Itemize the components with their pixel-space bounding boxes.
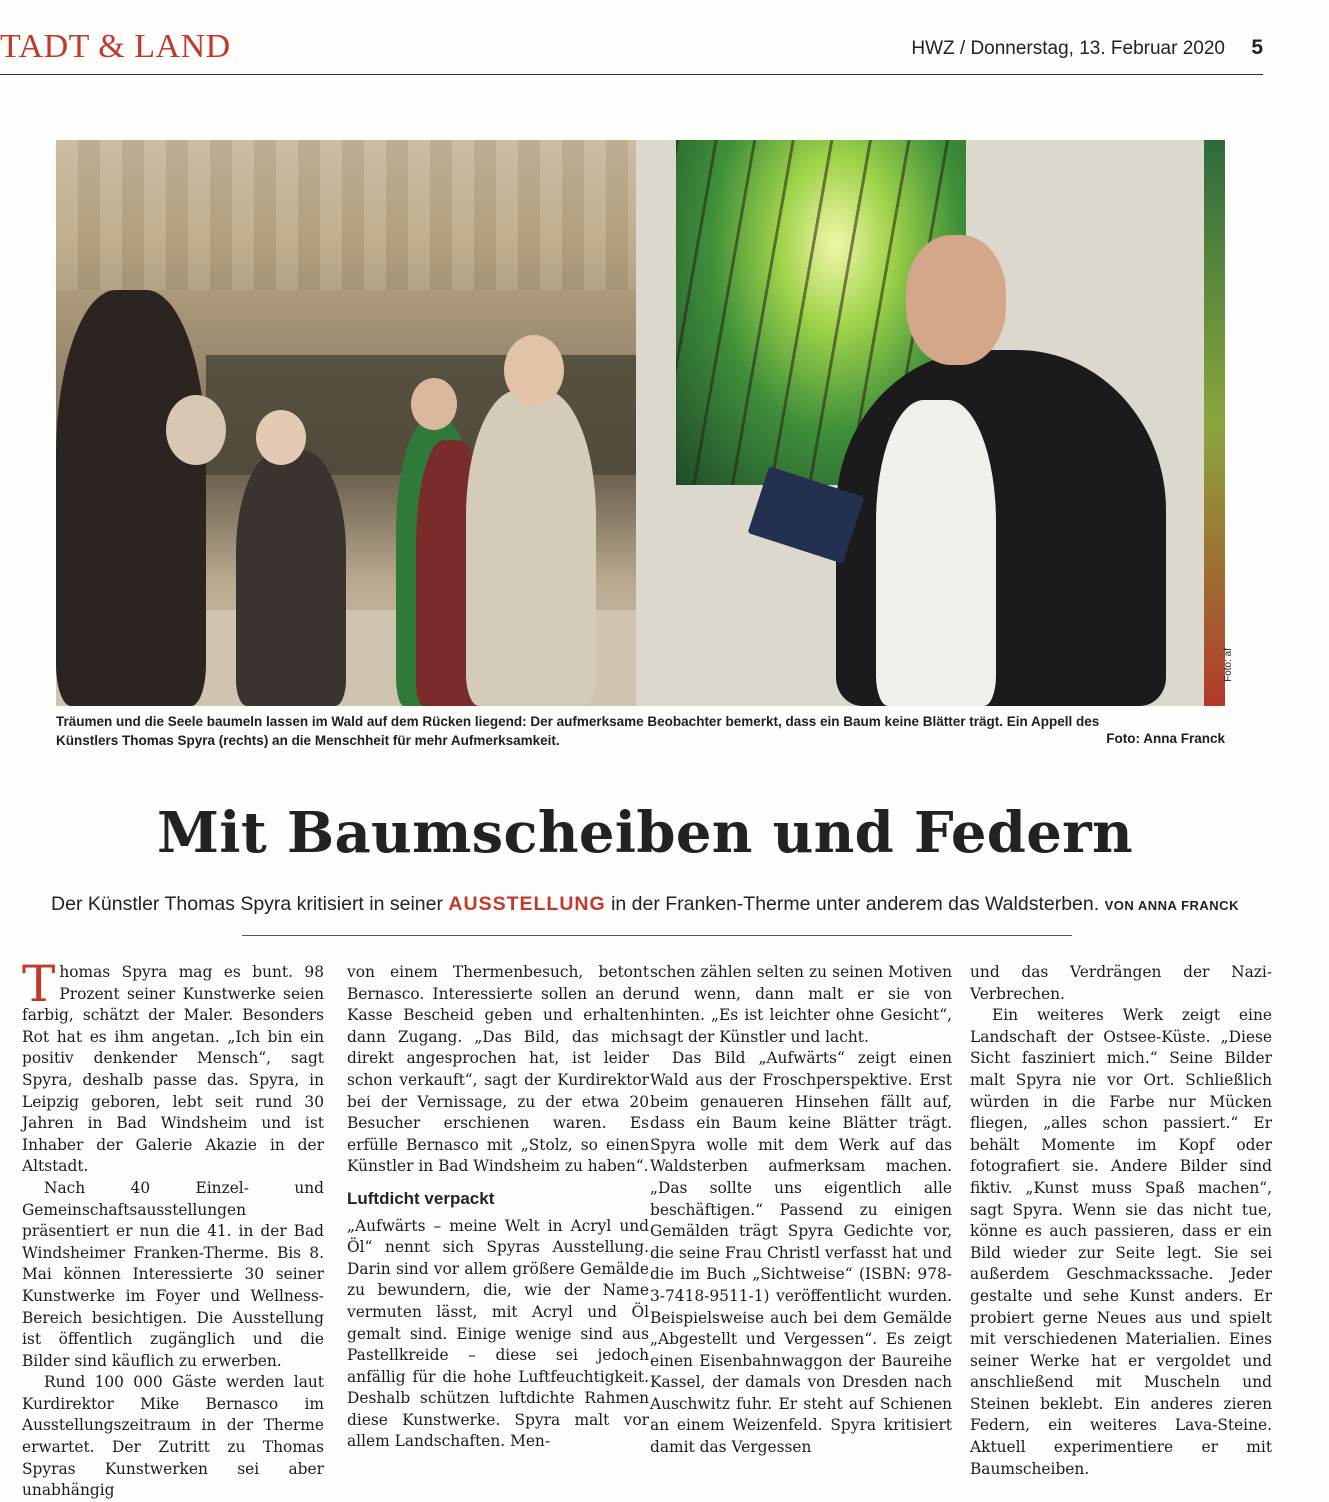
article-column-2: [347, 962, 649, 1453]
artist-head: [906, 235, 1006, 365]
article-column-3: [650, 962, 952, 1459]
page-number: 5: [1251, 36, 1263, 59]
subline-text: Der Künstler Thomas Spyra kritisiert in seiner: [51, 893, 449, 915]
subline-text-end: in der Franken-Therme unter anderem das Waldsterben.: [605, 893, 1105, 915]
dropcap: T: [22, 955, 56, 1013]
photo-caption: [56, 712, 1225, 750]
paragraph: von einem Thermenbesuch, betont Bernasco. Interessierte sollen an der Kasse Bescheid geben und erhalten dann Zugang. „Das Bild, das mich direkt angesprochen hat, ist leider schon verkauft“, sagt der Kurdirektor bei der Vernissage, zu der etwa 20 Besucher erschienen waren. Es erfülle Bernasco mit „Stolz, so einen Künstler in Bad Windsheim zu haben“.: [347, 963, 649, 1176]
article-headline: Mit Baumscheiben und Federn: [157, 800, 1133, 866]
article-subhead: Luftdicht verpackt: [347, 1188, 495, 1208]
visitor-figure: [236, 450, 346, 706]
visitor-figure: [256, 410, 306, 465]
caption-line-2: Künstlers Thomas Spyra (rechts) an die Menschheit für mehr Aufmerksamkeit.: [56, 733, 560, 748]
paragraph: und das Verdrängen der Nazi-Verbrechen.: [970, 963, 1272, 1003]
photo-credit: Foto: Anna Franck: [1106, 731, 1225, 746]
paragraph: Rund 100 000 Gäste werden laut Kurdirektor Mike Bernasco im Ausstellungszeitraum in der Therme erwartet. Der Zutritt zu Thomas Spyras Kunstwerken sei aber unabhängig: [22, 1373, 324, 1500]
artist-shirt: [876, 400, 996, 706]
section-title: TADT & LAND: [0, 28, 231, 65]
paragraph-text: homas Spyra mag es bunt. 98 Prozent seiner Kunstwerke seien farbig, schätzt der Maler. Besonders Rot hat es ihm angetan. „Ich bin ein positiv denkender Mensch“, sagt Spyra, deshalb passe das. Spyra, in Leipzig geboren, lebt seit rund 30 Jahren in Bad Windsheim und ist Inhaber der Galerie Akazie in der Altstadt.: [22, 963, 324, 1176]
photo-ceiling: [56, 140, 636, 290]
photo-vertical-credit: Foto: af: [1223, 648, 1234, 682]
paragraph: [22, 955, 324, 1178]
article-column-1: [22, 955, 324, 1502]
article-photo: [56, 140, 1225, 706]
visitor-figure: [411, 378, 457, 430]
subline-rule: [242, 935, 1072, 936]
header-rule: [0, 74, 1263, 75]
visitor-figure: [466, 390, 596, 706]
paragraph: Nach 40 Einzel- und Gemeinschaftsausstellungen präsentiert er nun die 41. in der Bad Windsheimer Franken-Therme. Bis 8. Mai können Interessierte 30 seiner Kunstwerke im Foyer und Wellness-Bereich besichtigen. Die Ausstellung ist öffentlich zugänglich und die Bilder sind käuflich zu erwerben.: [22, 1178, 324, 1370]
visitor-figure: [504, 335, 564, 405]
byline: VON ANNA FRANCK: [1104, 898, 1239, 913]
second-painting: [1204, 140, 1225, 706]
masthead-date: HWZ / Donnerstag, 13. Februar 2020: [911, 38, 1225, 59]
article-subheadline: [0, 893, 1290, 916]
subline-keyword: AUSSTELLUNG: [448, 893, 606, 915]
paragraph: schen zählen selten zu seinen Motiven und wenn, dann malt er sie von hinten. „Es ist leichter ohne Gesicht“, sagt der Künstler und lacht.: [650, 963, 952, 1046]
paragraph: Das Bild „Aufwärts“ zeigt einen Wald aus der Froschperspektive. Erst beim genaueren Hinsehen fällt auf, dass ein Baum keine Blätter trägt. Spyra wolle mit dem Werk auf das Waldsterben aufmerksam machen. „Das sollte uns eigentlich alle beschäftigen.“ Passend zu einigen Gemälden trägt Spyra Gedichte vor, die seine Frau Christl verfasst hat und die im Buch „Sichtweise“ (ISBN: 978-3-7418-9511-1) veröffentlicht wurden. Beispielsweise auch bei dem Gemälde „Abgestellt und Vergessen“. Es zeigt einen Eisenbahnwaggon der Baureihe Kassel, der damals von Dresden nach Auschwitz fuhr. Er steht auf Schienen an einem Weizenfeld. Spyra kritisiert damit das Vergessen: [650, 1049, 952, 1457]
paragraph: Ein weiteres Werk zeigt eine Landschaft der Ostsee-Küste. „Diese Sicht fasziniert mich.“ Seine Bilder malt Spyra nie vor Ort. Schließlich würden in die Farbe nur Mücken fliegen, „alles schon passiert.“ Er behält Momente im Kopf oder fotografiert sie. Andere Bilder sind fiktiv. „Kunst muss Spaß machen“, sagt Spyra. Wenn sie das nicht tue, könne es auch passieren, dass er ein Bild wieder zur Seite legt. Sie sei außerdem Geschmackssache. Jeder gestalte und sehe Kunst anders. Er probiert gerne Neues aus und spielt mit verschiedenen Materialien. Eines seiner Werke hat er vergoldet und anschließend mit Muscheln und Steinen beklebt. Ein anderes zieren Federn, ein weiteres Lava-Steine. Aktuell experimentiere er mit Baumscheiben.: [970, 1006, 1272, 1478]
caption-line-1: Träumen und die Seele baumeln lassen im Wald auf dem Rücken liegend: Der aufmerksame Beobachter bemerkt, dass ein Baum keine Blätter trägt. Ein Appell des: [56, 714, 1100, 729]
article-column-4: [970, 962, 1272, 1480]
paragraph: „Aufwärts – meine Welt in Acryl und Öl“ nennt sich Spyras Ausstellung. Darin sind vor allem größere Gemälde zu bewundern, die, wie der Name vermuten lässt, mit Acryl und Öl gemalt sind. Einige wenige sind aus Pastellkreide – diese sei jedoch anfällig für die hohe Luftfeuchtigkeit. Deshalb schützen luftdichte Rahmen diese Kunstwerke. Spyra malt vor allem Landschaften. Men-: [347, 1216, 649, 1451]
visitor-figure: [56, 290, 206, 706]
visitor-figure: [166, 395, 226, 465]
